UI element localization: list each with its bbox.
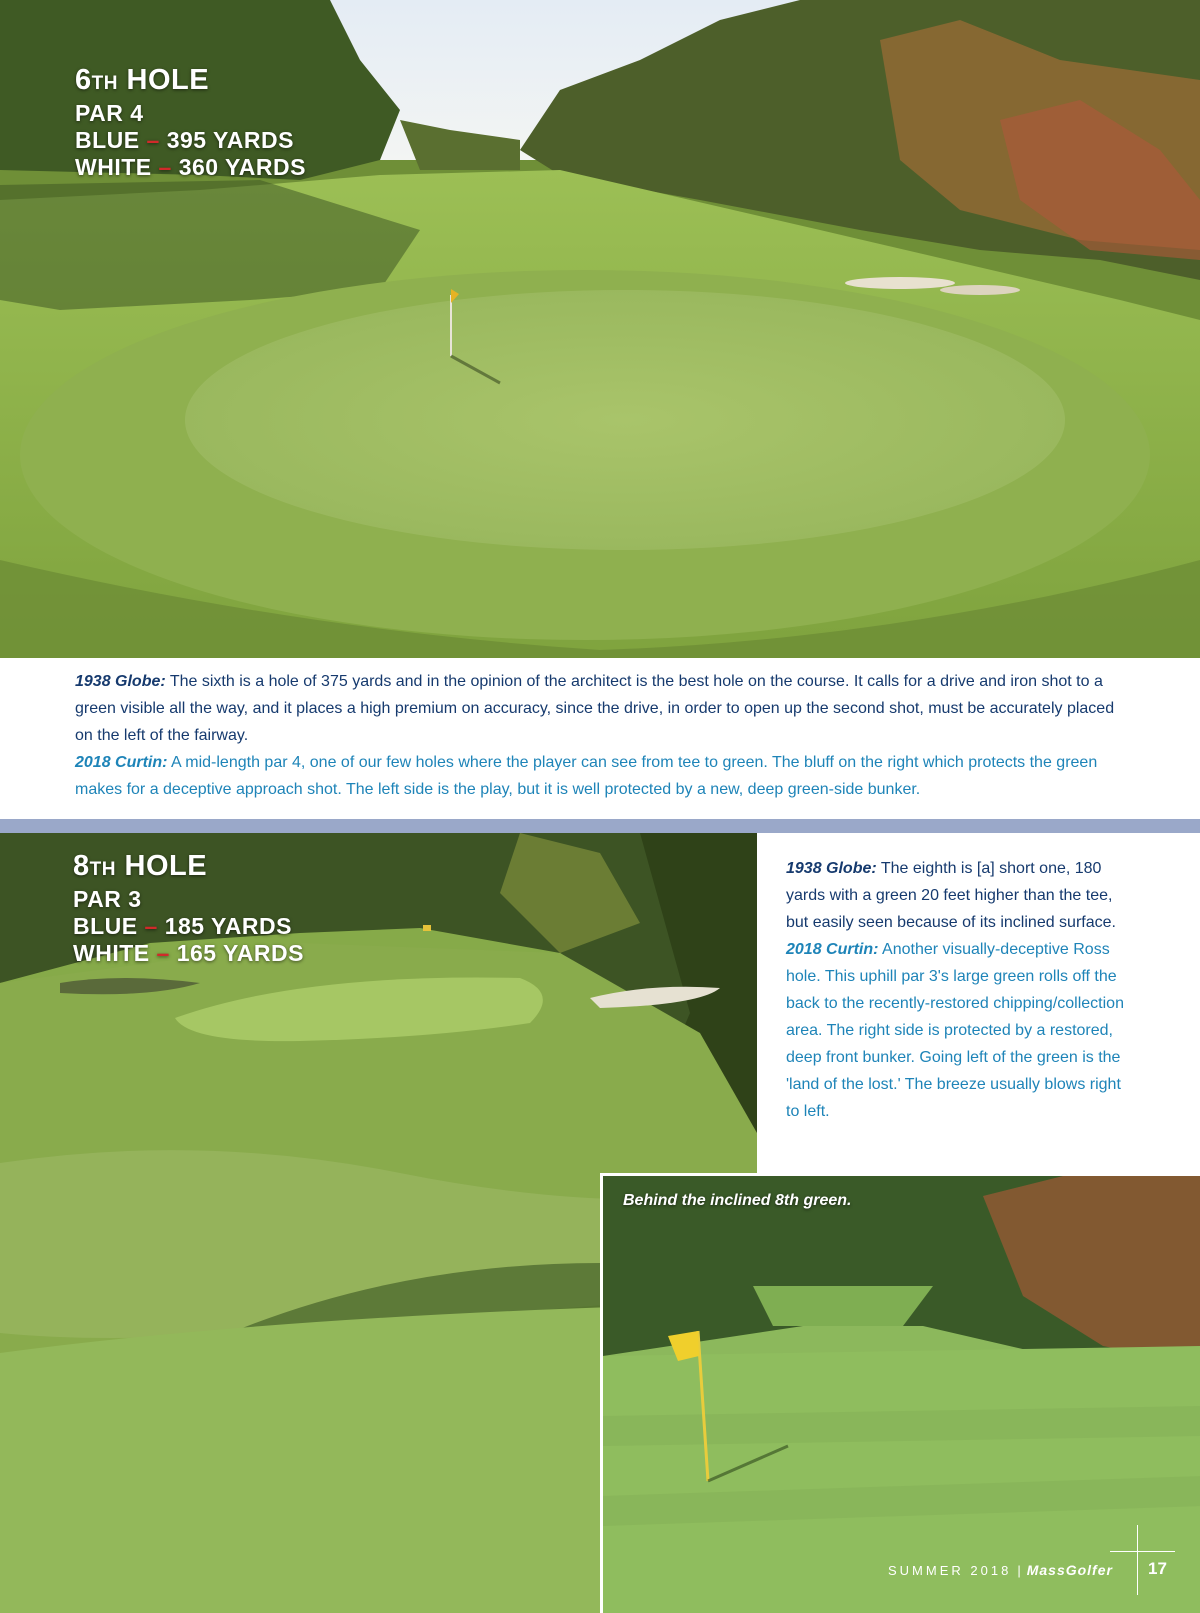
white-tee-yards: 360 YARDS <box>178 154 306 180</box>
eighth-hole-blue-yardage <box>73 913 304 940</box>
globe-label: 1938 Globe: <box>786 860 877 877</box>
sixth-hole-photo <box>0 0 1200 658</box>
folio <box>888 1562 1113 1578</box>
eighth-hole-white-yardage <box>73 940 304 967</box>
sixth-hole-curtin-paragraph <box>75 749 1135 803</box>
white-tee-label: WHITE <box>73 940 150 966</box>
eighth-hole-description <box>786 855 1136 1125</box>
sixth-hole-blue-yardage <box>75 127 306 154</box>
globe-text: The sixth is a hole of 375 yards and in the opinion of the architect is the best hole on the course. It calls for a drive and iron shot to a green visible all the way, and it places a high premium on accuracy, since the drive, in order to open up the second shot, must be accurately placed on the left of the fairway. <box>75 673 1115 744</box>
inset-caption: Behind the inclined 8th green. <box>623 1192 852 1209</box>
eighth-hole-title <box>73 850 304 886</box>
yardage-dash: – <box>156 940 170 966</box>
eighth-hole-info <box>73 850 304 967</box>
eighth-hole-curtin-paragraph <box>786 936 1136 1125</box>
issue-date: SUMMER 2018 <box>888 1563 1012 1578</box>
hole-label: HOLE <box>126 64 210 96</box>
hole-number-suffix: TH <box>91 73 118 94</box>
curtin-text: A mid-length par 4, one of our few holes where the player can see from tee to green. The bluff on the right which protects the green makes for a deceptive approach shot. The left side is the play, but it is well protected by a new, deep green-side bunker. <box>75 754 1098 798</box>
hole-number: 6 <box>75 64 92 96</box>
sixth-hole-info <box>75 64 306 181</box>
hole-number: 8 <box>73 850 90 882</box>
yardage-dash: – <box>158 154 172 180</box>
sixth-hole-description <box>75 668 1135 803</box>
page-number: 17 <box>1148 1559 1167 1578</box>
inset-photo <box>600 1173 1200 1613</box>
globe-text: The eighth is [a] short one, 180 yards with a green 20 feet higher than the tee, but easily seen because of its inclined surface. <box>786 860 1116 931</box>
blue-tee-label: BLUE <box>75 127 140 153</box>
curtin-label: 2018 Curtin: <box>75 754 168 771</box>
eighth-hole-par: PAR 3 <box>73 886 142 912</box>
globe-label: 1938 Globe: <box>75 673 166 690</box>
folio-rule-vertical <box>1137 1525 1138 1595</box>
inset-illustration <box>603 1176 1200 1613</box>
yardage-dash: – <box>146 127 160 153</box>
hole-label: HOLE <box>124 850 208 882</box>
curtin-label: 2018 Curtin: <box>786 941 879 958</box>
folio-separator: | <box>1017 1563 1021 1578</box>
section-divider <box>0 819 1200 833</box>
sixth-hole-par: PAR 4 <box>75 100 144 126</box>
magazine-name: MassGolfer <box>1026 1562 1113 1578</box>
white-tee-label: WHITE <box>75 154 152 180</box>
white-tee-yards: 165 YARDS <box>176 940 304 966</box>
eighth-hole-globe-paragraph <box>786 855 1136 936</box>
sixth-hole-globe-paragraph <box>75 668 1135 749</box>
curtin-text: Another visually-deceptive Ross hole. This uphill par 3's large green rolls off the back to the recently-restored chipping/collection area. The right side is protected by a restored, deep front bunker. Going left of the green is the 'land of the lost.' The breeze usually blows right to left. <box>786 941 1124 1120</box>
folio-rule-horizontal <box>1110 1551 1175 1552</box>
blue-tee-yards: 395 YARDS <box>166 127 294 153</box>
sixth-hole-white-yardage <box>75 154 306 181</box>
yardage-dash: – <box>144 913 158 939</box>
sixth-hole-title <box>75 64 306 100</box>
hole-number-suffix: TH <box>89 859 116 880</box>
blue-tee-yards: 185 YARDS <box>164 913 292 939</box>
blue-tee-label: BLUE <box>73 913 138 939</box>
